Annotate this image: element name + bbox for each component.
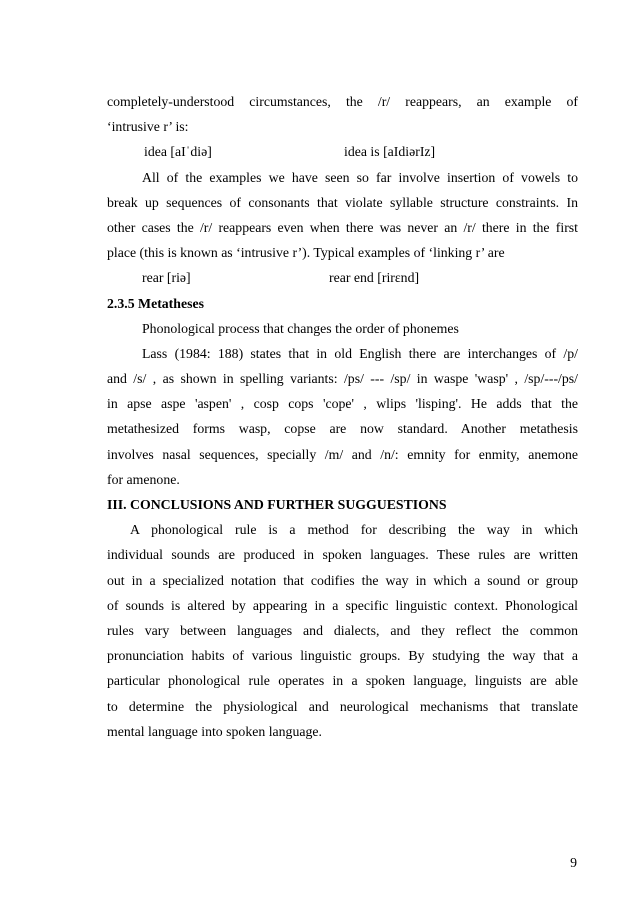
body-line: rules vary between languages and dialects, and they reflect the common — [107, 622, 578, 638]
section-heading-conclusions: III. CONCLUSIONS AND FURTHER SUGGUESTIONS — [107, 497, 447, 512]
body-line: other cases the /r/ reappears even when there was never an /r/ there in the first — [107, 219, 578, 235]
body-line: particular phonological rule operates in a spoken language, linguists are able — [107, 673, 578, 689]
body-line: out in a specialized notation that codifies the way in which a sound or group — [107, 572, 578, 588]
body-line: metathesized forms wasp, copse are now standard. Another metathesis — [107, 421, 578, 437]
page-body — [107, 89, 578, 744]
body-line: ‘intrusive r’ is: — [107, 119, 189, 135]
body-line: A phonological rule is a method for describing the way in which — [130, 522, 578, 538]
body-line: and /s/ , as shown in spelling variants: /ps/ --- /sp/ in waspe 'wasp' , /sp/---/ps/ — [107, 371, 578, 387]
body-line: mental language into spoken language. — [107, 723, 322, 739]
body-line: of sounds is altered by appearing in a specific linguistic context. Phonological — [107, 597, 578, 613]
example-left: rear [riə] — [142, 270, 191, 286]
body-line: for amenone. — [107, 471, 180, 487]
body-line: completely-understood circumstances, the /r/ reappears, an example of — [107, 94, 578, 109]
section-heading-metatheses: 2.3.5 Metatheses — [107, 295, 204, 311]
page-number: 9 — [570, 855, 577, 870]
body-line: in apse aspe 'aspen' , cosp cops 'cope' , wlips 'lisping'. He adds that the — [107, 396, 578, 412]
example-right: idea is [aIdiərIz] — [344, 144, 436, 160]
body-line: Lass (1984: 188) states that in old English there are interchanges of /p/ — [142, 345, 578, 361]
body-line: to determine the physiological and neurological mechanisms that translate — [107, 698, 578, 714]
body-line: All of the examples we have seen so far involve insertion of vowels to — [142, 169, 578, 185]
example-right: rear end [rirɛnd] — [329, 270, 420, 286]
body-line: place (this is known as ‘intrusive r’). Typical examples of ‘linking r’ are — [107, 245, 505, 261]
body-line: pronunciation habits of various linguistic groups. By studying the way that a — [107, 648, 578, 664]
example-row-intrusive — [107, 139, 578, 164]
definition-line: Phonological process that changes the order of phonemes — [142, 320, 459, 336]
example-row-linking — [107, 265, 578, 290]
body-line: involves nasal sequences, specially /m/ and /n/: emnity for enmity, anemone — [107, 446, 578, 462]
body-line: break up sequences of consonants that violate syllable structure constraints. In — [107, 194, 578, 210]
body-line: individual sounds are produced in spoken languages. These rules are written — [107, 547, 578, 563]
example-left: idea [aIˈdiə] — [144, 144, 212, 160]
